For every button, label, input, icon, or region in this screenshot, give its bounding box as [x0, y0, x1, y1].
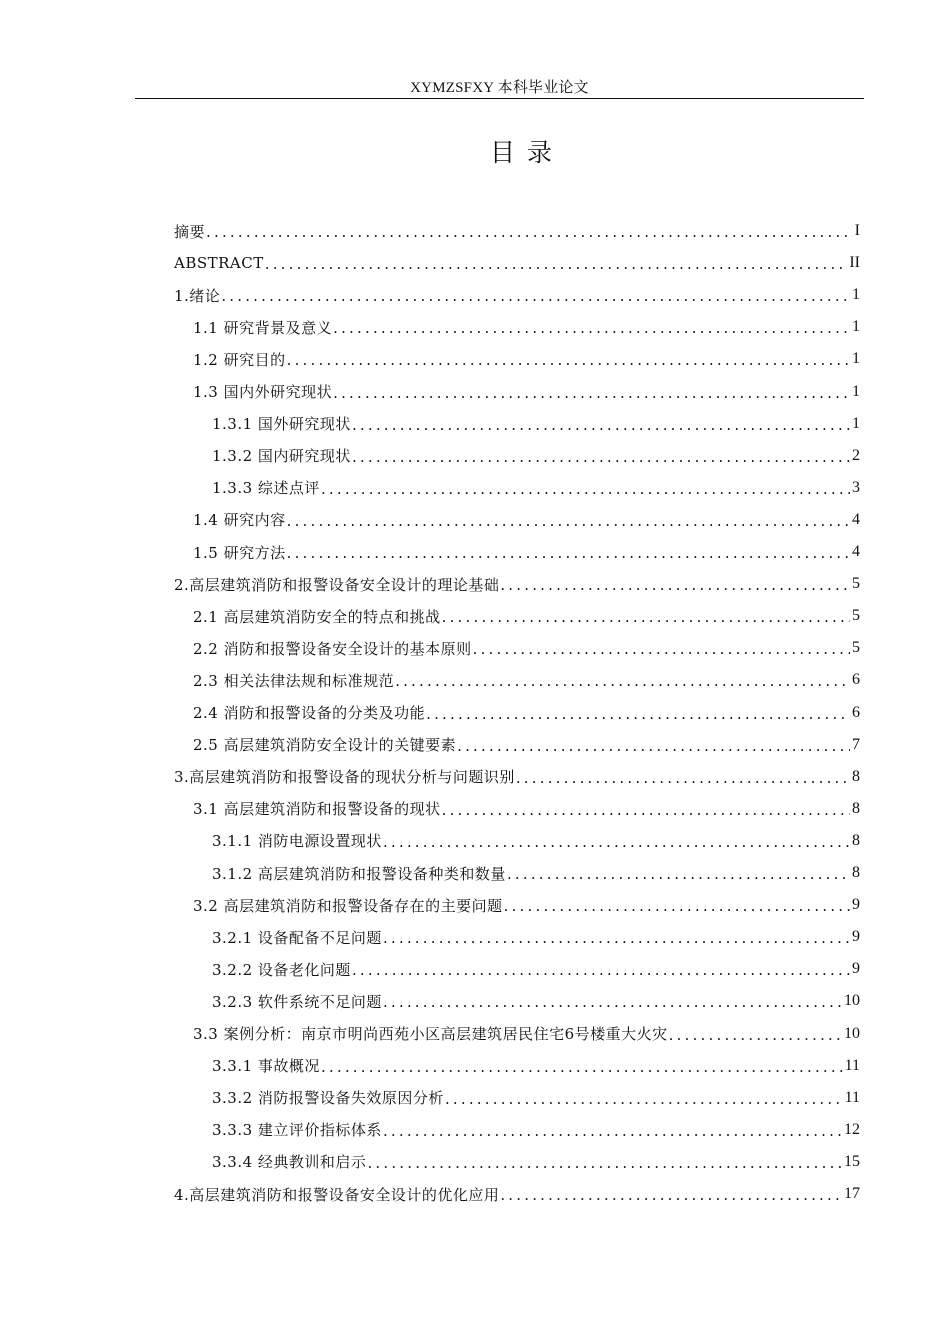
dot-leader	[516, 769, 850, 787]
toc-entry[interactable]	[174, 1018, 860, 1050]
toc-entry[interactable]	[174, 697, 860, 729]
dot-leader	[442, 801, 850, 819]
toc-entry[interactable]	[174, 857, 860, 889]
toc-entry[interactable]	[174, 1050, 860, 1082]
toc-entry[interactable]	[174, 953, 860, 985]
dot-leader	[333, 319, 850, 337]
dot-leader	[333, 384, 850, 402]
toc-title: 目录	[489, 138, 564, 167]
toc-entry-label: 3.3.4 经典教训和启示	[212, 1153, 367, 1172]
toc-entry-label: 3.3.3 建立评价指标体系	[212, 1121, 382, 1140]
toc-entry[interactable]	[174, 1178, 860, 1210]
toc-entry-label: 摘要	[174, 222, 206, 241]
toc-entry-label: 3.2.3 软件系统不足问题	[212, 992, 382, 1011]
dot-leader	[500, 576, 850, 594]
toc-entry[interactable]	[174, 376, 860, 408]
dot-leader	[221, 287, 850, 305]
toc-entry-page-number: 5	[852, 575, 860, 593]
toc-entry-label: 1.4 研究内容	[193, 511, 286, 530]
toc-entry-label: 2.1 高层建筑消防安全的特点和挑战	[193, 607, 441, 626]
dot-leader	[352, 448, 850, 466]
toc-entry[interactable]	[174, 311, 860, 343]
toc-entry-label: 2.3 相关法律法规和标准规范	[193, 671, 395, 690]
dot-leader	[473, 640, 850, 658]
toc-entry[interactable]	[174, 889, 860, 921]
toc-entry[interactable]	[174, 825, 860, 857]
toc-entry-page-number: 9	[852, 960, 860, 978]
toc-entry-label: 3.2 高层建筑消防和报警设备存在的主要问题	[193, 896, 503, 915]
dot-leader	[395, 672, 850, 690]
toc-entry-page-number: 6	[852, 703, 860, 721]
toc-entry-label: 1.3.1 国外研究现状	[212, 415, 351, 434]
dot-leader	[321, 1058, 843, 1076]
dot-leader	[321, 480, 850, 498]
toc-entry-page-number: 11	[844, 1056, 860, 1074]
toc-entry[interactable]	[174, 472, 860, 504]
toc-entry[interactable]	[174, 279, 860, 311]
dot-leader	[383, 993, 842, 1011]
toc-entry-page-number: 3	[852, 478, 860, 496]
toc-entry-page-number: I	[854, 222, 860, 239]
page-header: XYMZSFXY 本科毕业论文	[410, 80, 589, 96]
dot-leader	[445, 1090, 843, 1108]
toc-entry-label: 3.1 高层建筑消防和报警设备的现状	[193, 800, 441, 819]
dot-leader	[457, 737, 850, 755]
toc-entry-page-number: 9	[852, 896, 860, 914]
toc-entry[interactable]	[174, 215, 860, 247]
toc-entry[interactable]	[174, 343, 860, 375]
toc-entry-label: 4.高层建筑消防和报警设备安全设计的优化应用	[174, 1185, 500, 1204]
toc-entry-label: 2.4 消防和报警设备的分类及功能	[193, 704, 426, 722]
toc-entry-page-number: 10	[844, 1024, 860, 1042]
toc-entry-label: 3.3.2 消防报警设备失效原因分析	[212, 1089, 444, 1108]
dot-leader	[287, 512, 850, 530]
toc-entry-page-number: 8	[852, 864, 860, 881]
toc-entry-label: 3.3 案例分析：南京市明尚西苑小区高层建筑居民住宅6号楼重大火灾	[193, 1025, 668, 1043]
dot-leader	[383, 1122, 842, 1140]
toc-entry-page-number: 8	[852, 767, 860, 785]
dot-leader	[504, 897, 850, 915]
dot-leader	[206, 223, 853, 241]
toc-entry[interactable]	[174, 985, 860, 1017]
toc-entry-label: 1.2 研究目的	[193, 350, 286, 369]
dot-leader	[442, 608, 850, 626]
toc-entry[interactable]	[174, 408, 860, 440]
dot-leader	[265, 255, 848, 273]
toc-entry[interactable]	[174, 793, 860, 825]
toc-entry[interactable]	[174, 568, 860, 600]
dot-leader	[352, 961, 850, 979]
toc-entry-label: 3.2.2 设备老化问题	[212, 960, 351, 979]
toc-entry[interactable]	[174, 1114, 860, 1146]
toc-entry-page-number: 8	[852, 799, 860, 817]
dot-leader	[383, 833, 850, 851]
toc-entry-page-number: 4	[852, 543, 860, 560]
toc-entry-page-number: 4	[852, 510, 860, 528]
toc-entry[interactable]	[174, 536, 860, 568]
toc-entry[interactable]	[174, 632, 860, 664]
toc-entry-page-number: 9	[852, 928, 860, 946]
toc-entry[interactable]	[174, 761, 860, 793]
dot-leader	[426, 705, 850, 723]
header-rule	[135, 98, 864, 99]
toc-entry-label: 3.1.1 消防电源设置现状	[212, 832, 382, 851]
toc-entry-label: 1.3.3 综述点评	[212, 479, 320, 498]
toc-entry-page-number: II	[849, 254, 860, 272]
toc-entry-label: 3.2.1 设备配备不足问题	[212, 928, 382, 947]
toc-entry-page-number: 5	[852, 607, 860, 625]
toc-entry-page-number: 10	[844, 992, 860, 1010]
toc-entry-label: 3.3.1 事故概况	[212, 1057, 320, 1076]
toc-entry-page-number: 2	[852, 446, 860, 464]
dot-leader	[507, 865, 850, 883]
toc-entry-page-number: 1	[852, 414, 860, 432]
dot-leader	[669, 1026, 842, 1044]
toc-entry-label: ABSTRACT	[174, 254, 264, 273]
dot-leader	[383, 929, 850, 947]
toc-entry[interactable]	[174, 1146, 860, 1178]
toc-entry-label: 2.高层建筑消防和报警设备安全设计的理论基础	[174, 575, 500, 594]
toc-entry[interactable]	[174, 1082, 860, 1114]
toc-entry[interactable]	[174, 504, 860, 536]
toc-entry[interactable]	[174, 247, 860, 279]
toc-entry[interactable]	[174, 664, 860, 696]
toc-entry[interactable]	[174, 600, 860, 632]
toc-entry-label: 3.高层建筑消防和报警设备的现状分析与问题识别	[174, 768, 515, 787]
toc-entry-page-number: 1	[852, 350, 860, 368]
toc-entry-label: 1.1 研究背景及意义	[193, 318, 333, 337]
toc-entry-page-number: 5	[852, 639, 860, 657]
toc-entry-page-number: 1	[852, 382, 860, 400]
toc-entry-label: 2.2 消防和报警设备安全设计的基本原则	[193, 639, 472, 658]
dot-leader	[500, 1186, 842, 1204]
toc-entry-page-number: 17	[844, 1185, 860, 1202]
dot-leader	[287, 351, 850, 369]
dot-leader	[287, 544, 850, 562]
toc-entry-label: 3.1.2 高层建筑消防和报警设备种类和数量	[212, 864, 506, 883]
toc-entry-page-number: 1	[852, 318, 860, 336]
toc-entry-page-number: 6	[852, 671, 860, 689]
toc-entry-page-number: 1	[852, 286, 860, 304]
toc-entry-page-number: 8	[852, 831, 860, 849]
toc-entry-page-number: 7	[852, 735, 860, 753]
toc-entry-label: 1.3 国内外研究现状	[193, 383, 333, 401]
dot-leader	[367, 1154, 842, 1172]
toc-entry[interactable]	[174, 440, 860, 472]
toc-entry-label: 1.绪论	[174, 286, 221, 305]
toc-entry-page-number: 12	[844, 1120, 860, 1138]
toc-entry-page-number: 15	[844, 1152, 860, 1170]
toc-entry[interactable]	[174, 921, 860, 953]
toc-entry-label: 1.3.2 国内研究现状	[212, 447, 351, 466]
toc-entry-label: 1.5 研究方法	[193, 543, 286, 562]
toc-entry[interactable]	[174, 729, 860, 761]
dot-leader	[352, 416, 850, 434]
toc-entry-page-number: 11	[844, 1088, 860, 1106]
toc-entry-label: 2.5 高层建筑消防安全设计的关键要素	[193, 736, 457, 755]
